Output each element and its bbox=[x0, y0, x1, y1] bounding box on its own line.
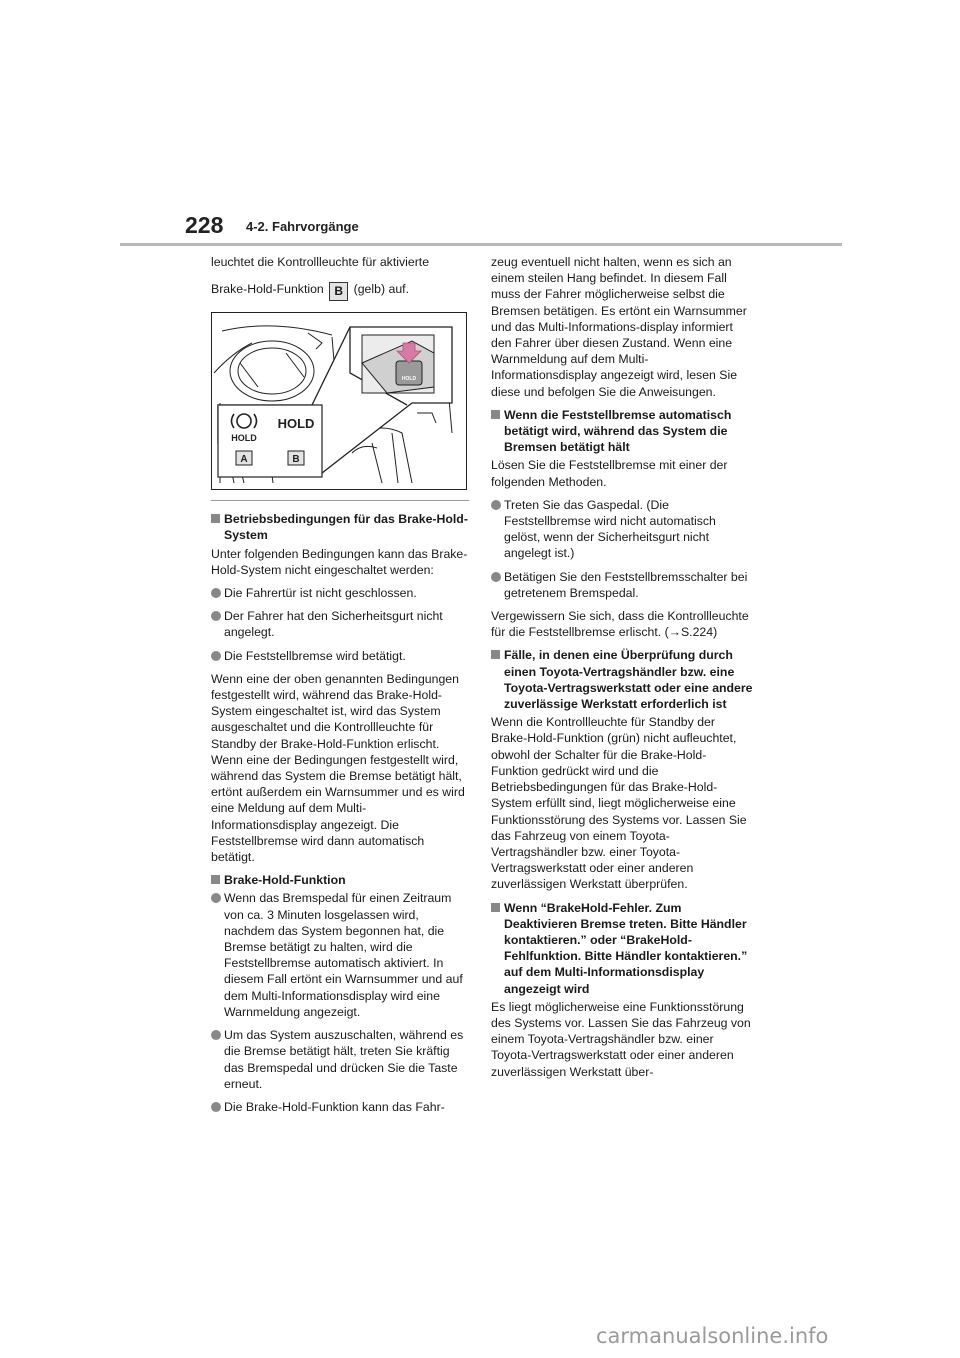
body-verify-light: Vergewissern Sie sich, dass die Kontrollleuchte für die Feststellbremse erlischt. (→S.224) bbox=[491, 609, 749, 640]
key-b-badge: B bbox=[329, 282, 348, 301]
hold-indicator-large: HOLD bbox=[277, 416, 315, 432]
body-operating-conditions: Unter folgenden Bedingungen kann das Brake-Hold-System nicht eingeschaltet werden: bbox=[211, 546, 468, 577]
intro bbox=[211, 254, 469, 301]
heading-brake-hold-function: Brake-Hold-Funktion bbox=[211, 872, 469, 888]
bullet-parking-brake: Die Feststellbremse wird betätigt. bbox=[211, 648, 469, 664]
bullet-parking-switch: Betätigen Sie den Feststellbremsschalter bei getretenem Bremspedal. bbox=[491, 569, 753, 601]
heading-auto-parking-brake: Wenn die Feststellbremse automatisch betätigt wird, während das System die Bremsen betätigt hält bbox=[491, 407, 753, 456]
bullet-accelerator: Treten Sie das Gaspedal. (Die Feststellbremse wird nicht automatisch gelöst, wenn der Sicherheitsgurt nicht angelegt ist.) bbox=[491, 497, 753, 562]
bullet-3-minutes: Wenn das Bremspedal für einen Zeitraum von ca. 3 Minuten losgelassen wird, nachdem das System begonnen hat, die Bremse betätigt zu halten, wird die Feststellbremse automatisch aktiviert. In diesem Fall ertönt ein Warnsummer und auf dem Multi-Informationsdisplay wird eine Warnmeldung angezeigt. bbox=[211, 890, 469, 1020]
body-inspection: Wenn die Kontrollleuchte für Standby der Brake-Hold-Funktion (grün) nicht aufleuchtet, obwohl der Schalter für die Brake-Hold-Funktion gedrückt wird und die Betriebsbedingungen für das Brake-Hold-System erfüllt sind, liegt möglicherweise eine Funktionsstörung des Systems vor. Lassen Sie das Fahrzeug von einem Toyota-Vertragshändler bzw. einer Toyota-Vertragswerkstatt oder einer anderen zuverlässigen Werkstatt überprüfen. bbox=[491, 715, 747, 892]
intro-line-1: leuchtet die Kontrollleuchte für aktivierte bbox=[211, 255, 430, 269]
heading-inspection-cases: Fälle, in denen eine Überprüfung durch einen Toyota-Vertragshändler bzw. eine Toyota-Vertragswerkstatt oder eine andere zuverlässige Werkstatt erforderlich ist bbox=[491, 647, 753, 712]
heading-operating-conditions: Betriebsbedingungen für das Brake-Hold-System bbox=[211, 511, 469, 543]
header-divider bbox=[120, 243, 842, 246]
left-column bbox=[211, 254, 469, 1122]
right-column bbox=[491, 254, 753, 1087]
body-steep-slope-cont: zeug eventuell nicht halten, wenn es sich an einem steilen Hang befindet. In diesem Fall muss der Fahrer möglicherweise selbst die Bremsen betätigen. Es ertönt ein Warnsummer und das Multi-Informations-display informiert den Fahrer über diesen Zustand. Wenn eine Warnmeldung auf dem Multi-Informationsdisplay angezeigt wird, lesen Sie diese und befolgen Sie die Anweisungen. bbox=[491, 255, 747, 399]
hold-indicator-small: HOLD bbox=[231, 433, 257, 444]
brake-hold-figure bbox=[211, 312, 467, 490]
footer-watermark: carmanualsonline.info bbox=[596, 1324, 829, 1348]
body-error-message: Es liegt möglicherweise eine Funktionsstörung des Systems vor. Lassen Sie das Fahrzeug von einem Toyota-Vertragshändler bzw. einer Toyota-Vertragswerkstatt oder einer anderen zuverlässigen Werkstatt über- bbox=[491, 999, 751, 1079]
switch-hold-text: HOLD bbox=[401, 376, 417, 383]
dashboard-illustration bbox=[212, 313, 466, 489]
figure-divider bbox=[211, 500, 469, 501]
bullet-turn-off: Um das System auszuschalten, während es die Bremse betätigt hält, treten Sie kräftig das Bremspedal und drücken Sie die Taste erneut. bbox=[211, 1027, 469, 1092]
heading-error-message: Wenn “BrakeHold-Fehler. Zum Deaktivieren Bremse treten. Bitte Händler kontaktieren.” oder “BrakeHold-Fehlfunktion. Bitte Händler kontaktieren.” auf dem Multi-Informationsdisplay angezeigt wird bbox=[491, 900, 753, 997]
bullet-steep-slope: Die Brake-Hold-Funktion kann das Fahr- bbox=[211, 1099, 469, 1115]
bullet-door: Die Fahrertür ist nicht geschlossen. bbox=[211, 585, 469, 601]
label-a: A bbox=[240, 454, 248, 466]
body-condition-detected: Wenn eine der oben genannten Bedingungen festgestellt wird, während das Brake-Hold-System eingeschaltet ist, wird das System ausgeschaltet und die Kontrollleuchte für Standby der Brake-Hold-Funktion erlischt. Wenn eine der Bedingungen festgestellt wird, während das System die Bremse betätigt hält, ertönt außerdem ein Warnsummer und es wird eine Meldung auf dem Multi-Informationsdisplay angezeigt. Die Feststellbremse wird dann automatisch betätigt. bbox=[211, 671, 465, 865]
bullet-seatbelt: Der Fahrer hat den Sicherheitsgurt nicht angelegt. bbox=[211, 608, 469, 640]
body-release-methods: Lösen Sie die Feststellbremse mit einer der folgenden Methoden. bbox=[491, 458, 728, 489]
intro-line-2: Brake-Hold-Funktion B (gelb) auf. bbox=[211, 281, 469, 301]
label-b: B bbox=[292, 454, 300, 466]
section-title: 4-2. Fahrvorgänge bbox=[246, 219, 359, 234]
page-number: 228 bbox=[185, 212, 224, 238]
